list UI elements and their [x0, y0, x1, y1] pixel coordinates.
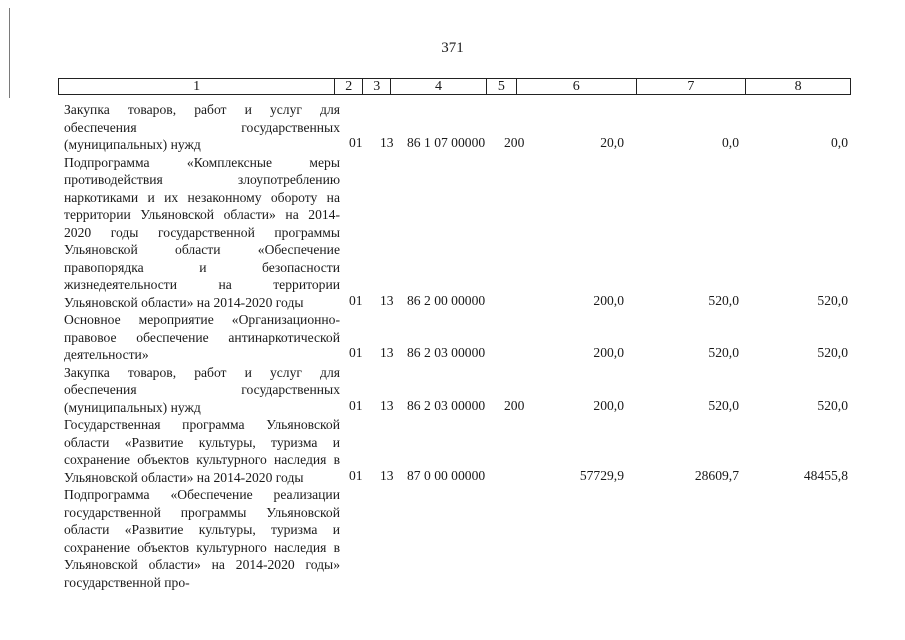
table-row: [64, 101, 854, 154]
row-description: Подпрограмма «Обеспечение реализации государственной программы Ульяновской области «Развитие культуры, туризма и сохранение объектов культурного наследия в Ульяновской области» на 2014-2020 годы» государственной про-: [64, 487, 340, 590]
amount-col-7: 28609,7: [694, 467, 739, 483]
amount-col-8: 0,0: [831, 135, 848, 150]
expense-type-code: 200: [504, 397, 525, 413]
amount-col-7: 0,0: [722, 135, 739, 150]
table-row: [64, 486, 854, 591]
amount-col-7: 520,0: [708, 292, 739, 308]
header-col-4: 4: [391, 79, 487, 94]
amount-col-8: 520,0: [817, 345, 848, 360]
header-col-6: 6: [517, 79, 637, 94]
amount-col-7: 520,0: [708, 397, 739, 413]
row-description: Подпрограмма «Комплексные меры противодействия злоупотреблению наркотиками и их незаконному обороту на территории Ульяновской области» на 2014-2020 годы государственной программы Ульяновской области «Обеспечение правопорядка и безопасности жизнедеятельности на территории Ульяновской области» на 2014-2020 годы: [64, 154, 340, 310]
amount-col-6: 200,0: [593, 345, 624, 360]
section-code: 01: [349, 467, 363, 483]
row-description: Государственная программа Ульяновской области «Развитие культуры, туризма и сохранение объектов культурного наследия в Ульяновской области» на 2014-2020 годы: [64, 417, 340, 485]
amount-col-6: 57729,9: [579, 467, 624, 483]
header-col-3: 3: [363, 79, 391, 94]
table-header: [58, 78, 851, 95]
header-col-1: 1: [59, 79, 335, 94]
amount-col-8: 48455,8: [803, 467, 848, 483]
expense-type-code: 200: [504, 135, 525, 150]
row-description: Закупка товаров, работ и услуг для обеспечения государственных (муниципальных) нужд: [64, 102, 340, 152]
table-row: [64, 311, 854, 364]
subsection-code: 13: [380, 467, 394, 483]
subsection-code: 13: [380, 397, 394, 413]
page-number: 371: [441, 40, 464, 56]
header-col-5: 5: [487, 79, 517, 94]
table-row: [64, 364, 854, 417]
header-col-2: 2: [335, 79, 363, 94]
amount-col-7: 520,0: [708, 345, 739, 360]
header-col-7: 7: [637, 79, 747, 94]
subsection-code: 13: [380, 292, 394, 308]
row-description: Закупка товаров, работ и услуг для обеспечения государственных (муниципальных) нужд: [64, 364, 340, 415]
target-article-code: 86 2 03 00000: [407, 345, 486, 360]
row-description: Основное мероприятие «Организационно-правовое обеспечение антинаркотической деятельности»: [64, 312, 340, 362]
amount-col-8: 520,0: [817, 397, 848, 413]
target-article-code: 87 0 00 00000: [407, 467, 486, 483]
section-code: 01: [349, 292, 363, 308]
header-col-8: 8: [794, 79, 802, 94]
budget-table-body: [64, 101, 854, 591]
target-article-code: 86 1 07 00000: [407, 135, 486, 150]
amount-col-6: 20,0: [600, 135, 624, 150]
amount-col-6: 200,0: [593, 292, 624, 308]
amount-col-6: 200,0: [593, 397, 624, 413]
table-row: [64, 416, 854, 486]
subsection-code: 13: [380, 135, 394, 150]
section-code: 01: [349, 397, 363, 413]
section-code: 01: [349, 345, 363, 360]
section-code: 01: [349, 135, 363, 150]
subsection-code: 13: [380, 345, 394, 360]
amount-col-8: 520,0: [817, 292, 848, 308]
target-article-code: 86 2 00 00000: [407, 292, 486, 308]
target-article-code: 86 2 03 00000: [407, 397, 486, 413]
table-row: [64, 154, 854, 312]
